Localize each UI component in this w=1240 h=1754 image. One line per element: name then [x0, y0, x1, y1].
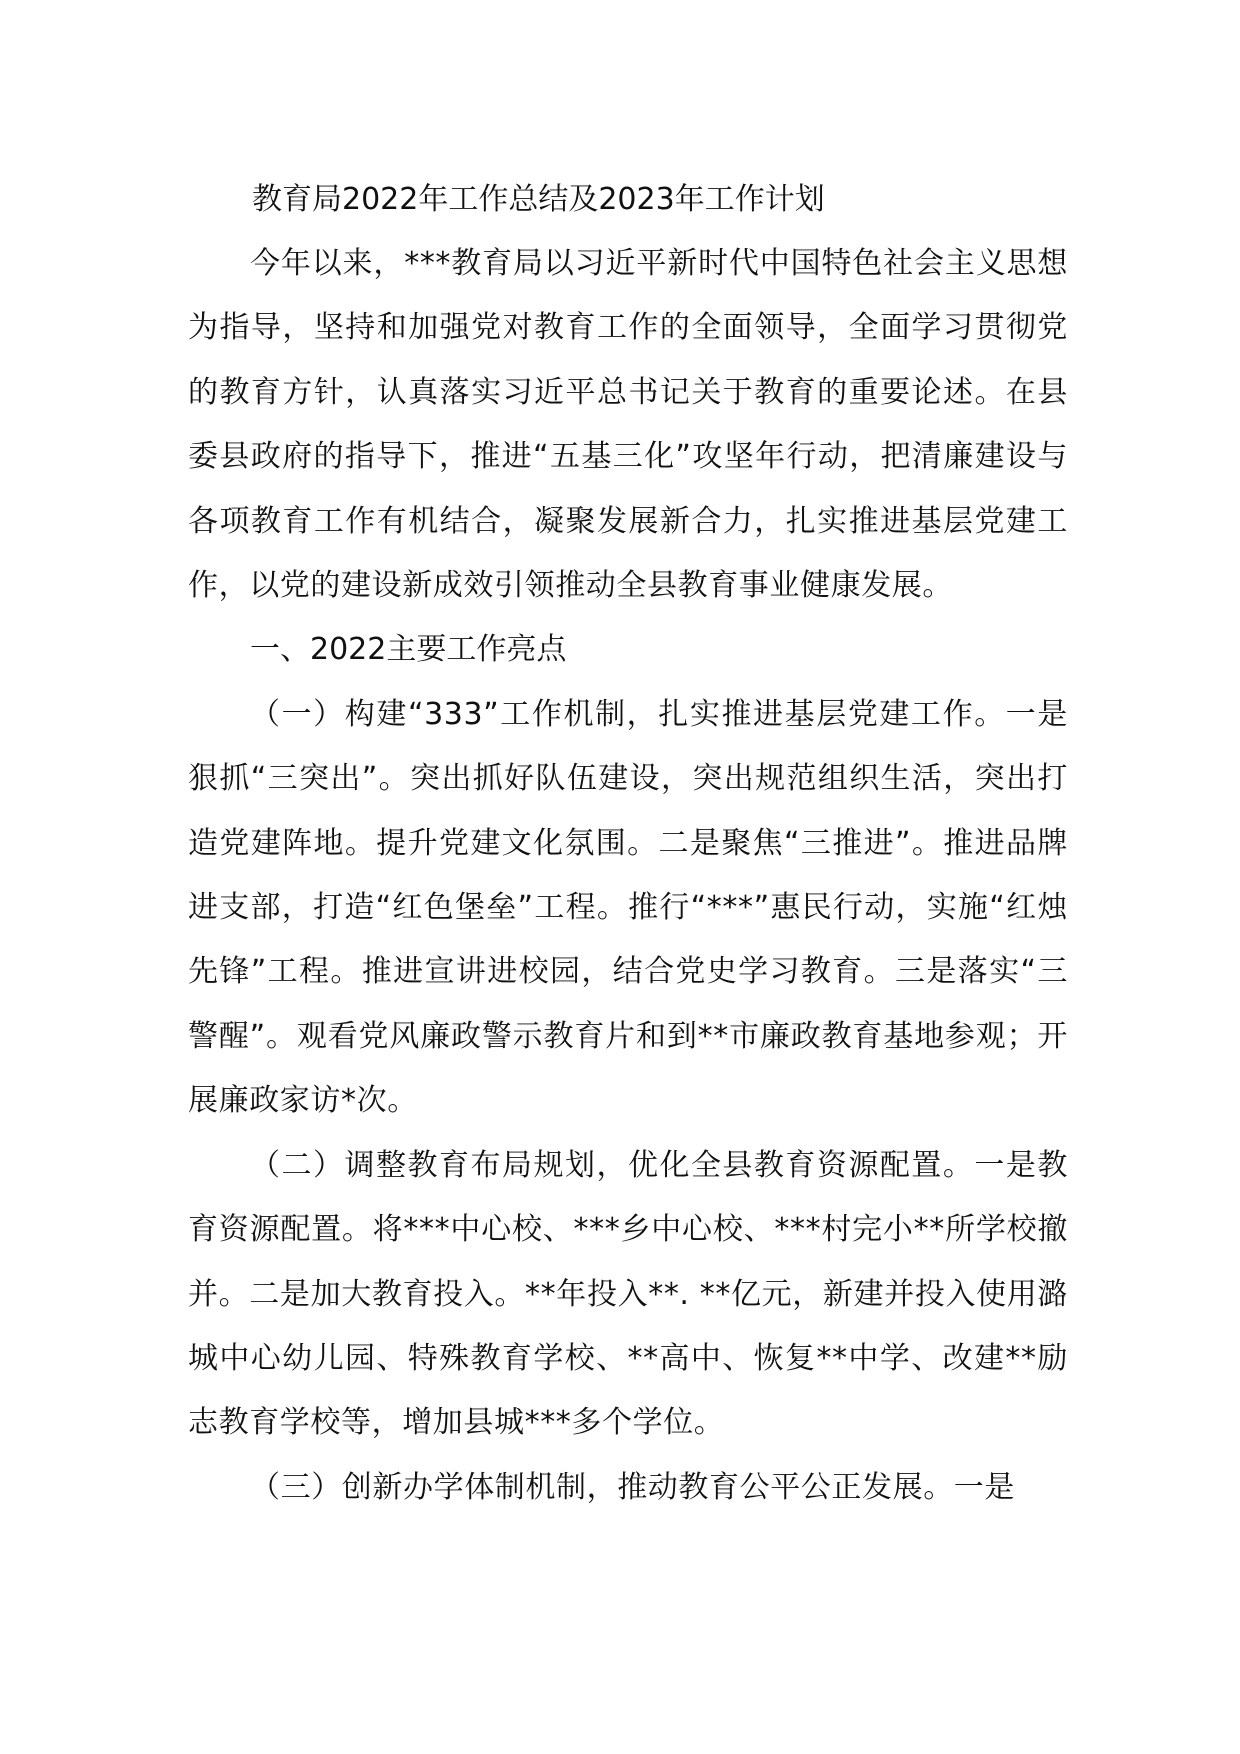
item-paragraph-1: （一）构建“333”工作机制，扎实推进基层党建工作。一是狠抓“三突出”。突出抓好队伍建设，突出规范组织生活，突出打造党建阵地。提升党建文化氛围。二是聚焦“三推进”。推进品牌进支部，打造“红色堡垒”工程。推行“***”惠民行动，实施“红烛先锋”工程。推进宣讲进校园，结合党史学习教育。三是落实“三警醒”。观看党风廉政警示教育片和到**市廉政教育基地参观；开展廉政家访*次。 — [188, 696, 1068, 1119]
document-title: 教育局2022年工作总结及2023年工作计划 — [252, 182, 825, 217]
intro-paragraph: 今年以来，***教育局以习近平新时代中国特色社会主义思想为指导，坚持和加强党对教育工作的全面领导，全面学习贯彻党的教育方针，认真落实习近平总书记关于教育的重要论述。在县委县政府的指导下，推进“五基三化”攻坚年行动，把清廉建设与各项教育工作有机结合，凝聚发展新合力，扎实推进基层党建工作，以党的建设新成效引领推动全县教育事业健康发展。 — [188, 246, 1068, 604]
item-paragraph-3: （三）创新办学体制机制，推动教育公平公正发展。一是 — [250, 1469, 1015, 1505]
item-paragraph-2: （二）调整教育布局规划，优化全县教育资源配置。一是教育资源配置。将***中心校、***乡中心校、***村完小**所学校撤并。二是加大教育投入。**年投入**. **亿元，新建并投入使用潞城中心幼儿园、特殊教育学校、**高中、恢复**中学、改建**励志教育学校等，增加县城***多个学位。 — [188, 1147, 1068, 1441]
section-heading-highlights: 一、2022主要工作亮点 — [250, 632, 567, 668]
document-body — [188, 168, 1068, 1520]
